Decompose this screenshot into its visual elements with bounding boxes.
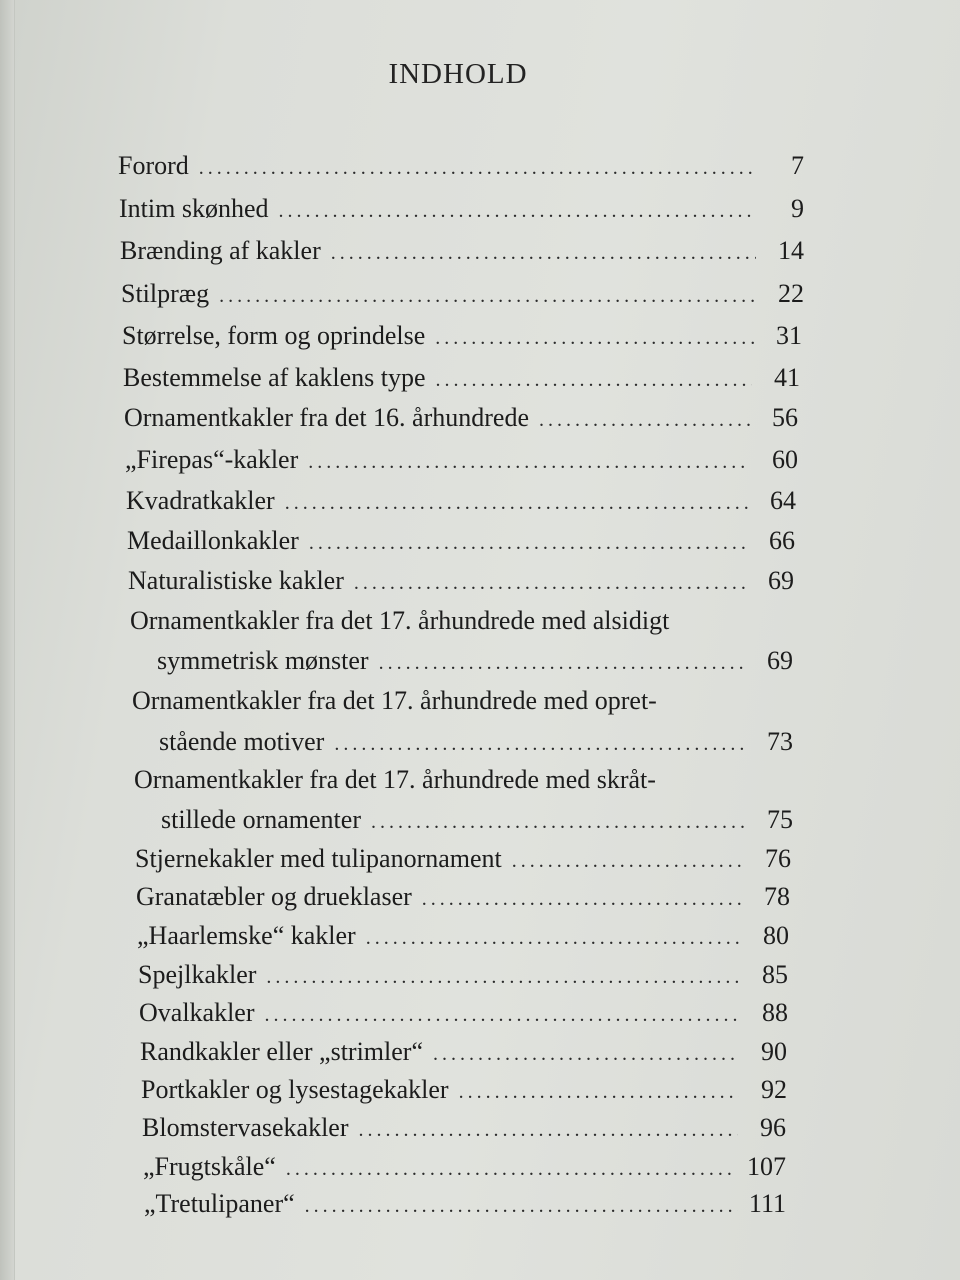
toc-entry-page: 41 [774,363,800,392]
toc-entry-page: 69 [768,566,794,595]
toc-entry [128,565,794,599]
dot-leader [305,1190,738,1222]
toc-entry-title: Stilpræg [121,279,210,308]
dot-leader [433,1038,739,1070]
toc-entry-page: 31 [776,321,802,350]
toc-entry-title: Ovalkakler [139,998,255,1027]
toc-entry-title: Ornamentkakler fra det 17. århundrede med skråt- [134,765,656,794]
toc-entry-page: 76 [765,844,791,873]
toc-entry-title: Bestemmelse af kaklens type [123,363,426,392]
toc-entry [127,525,795,559]
toc-entry [119,193,804,227]
toc-entry-title-continued: stående motiver [159,727,325,756]
toc-entry-title: Ornamentkakler fra det 16. århundrede [124,403,529,432]
dot-leader [354,567,746,599]
dot-leader [265,999,740,1031]
toc-entry-title: „Haarlemske“ kakler [137,921,356,950]
toc-entry-title: Spejlkakler [138,960,257,989]
toc-entry-title: Kvadratkakler [126,486,275,515]
toc-entry-page: 75 [767,805,793,834]
toc-entry-title: Ornamentkakler fra det 17. århundrede med alsidigt [130,606,670,635]
toc-entry-title: „Tretulipaner“ [144,1189,295,1218]
toc-entry-page: 96 [760,1113,786,1142]
toc-entry [139,997,788,1031]
toc-entry [142,1112,786,1146]
toc-entry-page: 7 [791,151,804,180]
dot-leader [266,961,740,993]
toc-entry [144,1188,786,1222]
toc-entry-page: 22 [778,279,804,308]
toc-entry [141,1074,787,1108]
dot-leader [309,527,747,559]
dot-leader [371,806,745,838]
dot-leader [219,280,756,312]
toc-entry-title: „Firepas“-kakler [125,445,299,474]
toc-entry-title-continued: symmetrisk mønster [157,646,369,675]
toc-entry-page: 14 [778,236,804,265]
toc-entry [138,959,788,993]
toc-entry [143,1151,786,1185]
toc-entry [120,235,804,269]
toc-entry-title: Blomstervasekakler [142,1113,349,1142]
dot-leader [199,152,756,184]
dot-leader [435,322,754,354]
toc-entry-title: Medaillonkakler [127,526,299,555]
toc-entry-title: Ornamentkakler fra det 17. århundrede med opret- [132,686,657,715]
toc-entry [157,645,793,679]
toc-entry-page: 107 [747,1152,786,1181]
dot-leader [279,195,757,227]
dot-leader [436,364,752,396]
toc-entry [124,402,798,436]
toc-entry-page: 73 [767,727,793,756]
toc-entry-page: 78 [764,882,790,911]
toc-entry [161,804,793,838]
toc-entry-page: 64 [770,486,796,515]
toc-entry-title: Stjernekakler med tulipanornament [135,844,502,873]
toc-entry-page: 80 [763,921,789,950]
dot-leader [459,1076,739,1108]
toc-entry-page: 66 [769,526,795,555]
toc-entry-title: Portkakler og lysestagekakler [141,1075,449,1104]
dot-leader [359,1114,739,1146]
toc-entry-title: „Frugtskåle“ [143,1152,276,1181]
toc-entry-page: 88 [762,998,788,1027]
dot-leader [539,404,750,436]
toc-entry [137,920,789,954]
dot-leader [308,446,750,478]
toc-entry-page: 90 [761,1037,787,1066]
dot-leader [422,883,742,915]
dot-leader [366,922,741,954]
toc-entry [121,278,804,312]
toc-entry-page: 69 [767,646,793,675]
toc-entry-page: 60 [772,445,798,474]
toc-entry-title: Randkakler eller „strimler“ [140,1037,423,1066]
toc-entry [122,320,802,354]
toc-entry-title: Intim skønhed [119,194,269,223]
toc-entry-title-continued: stillede ornamenter [161,805,361,834]
toc-entry-title: Naturalistiske kakler [128,566,344,595]
toc-entry [135,843,791,877]
toc-entry-page: 111 [748,1189,786,1218]
toc-entry-title: Forord [118,151,189,180]
toc-entry [159,726,793,760]
toc-entry [125,444,798,478]
dot-leader [331,237,756,269]
page-title: INDHOLD [388,58,528,90]
toc-entry [118,150,804,184]
toc-entry-page: 56 [772,403,798,432]
dot-leader [379,647,745,679]
toc-entry-page: 9 [791,194,804,223]
toc-entry [136,881,790,915]
toc-entry-title: Størrelse, form og oprindelse [122,321,426,350]
toc-entry [123,362,800,396]
toc-entry-title: Brænding af kakler [120,236,321,265]
dot-leader [286,1153,737,1185]
dot-leader [512,845,743,877]
dot-leader [334,728,745,760]
toc-entry-page: 85 [762,960,788,989]
toc-entry [140,1036,787,1070]
toc-entry [126,485,796,519]
toc-entry-title: Granatæbler og drueklaser [136,882,412,911]
dot-leader [285,487,748,519]
toc-entry-page: 92 [761,1075,787,1104]
